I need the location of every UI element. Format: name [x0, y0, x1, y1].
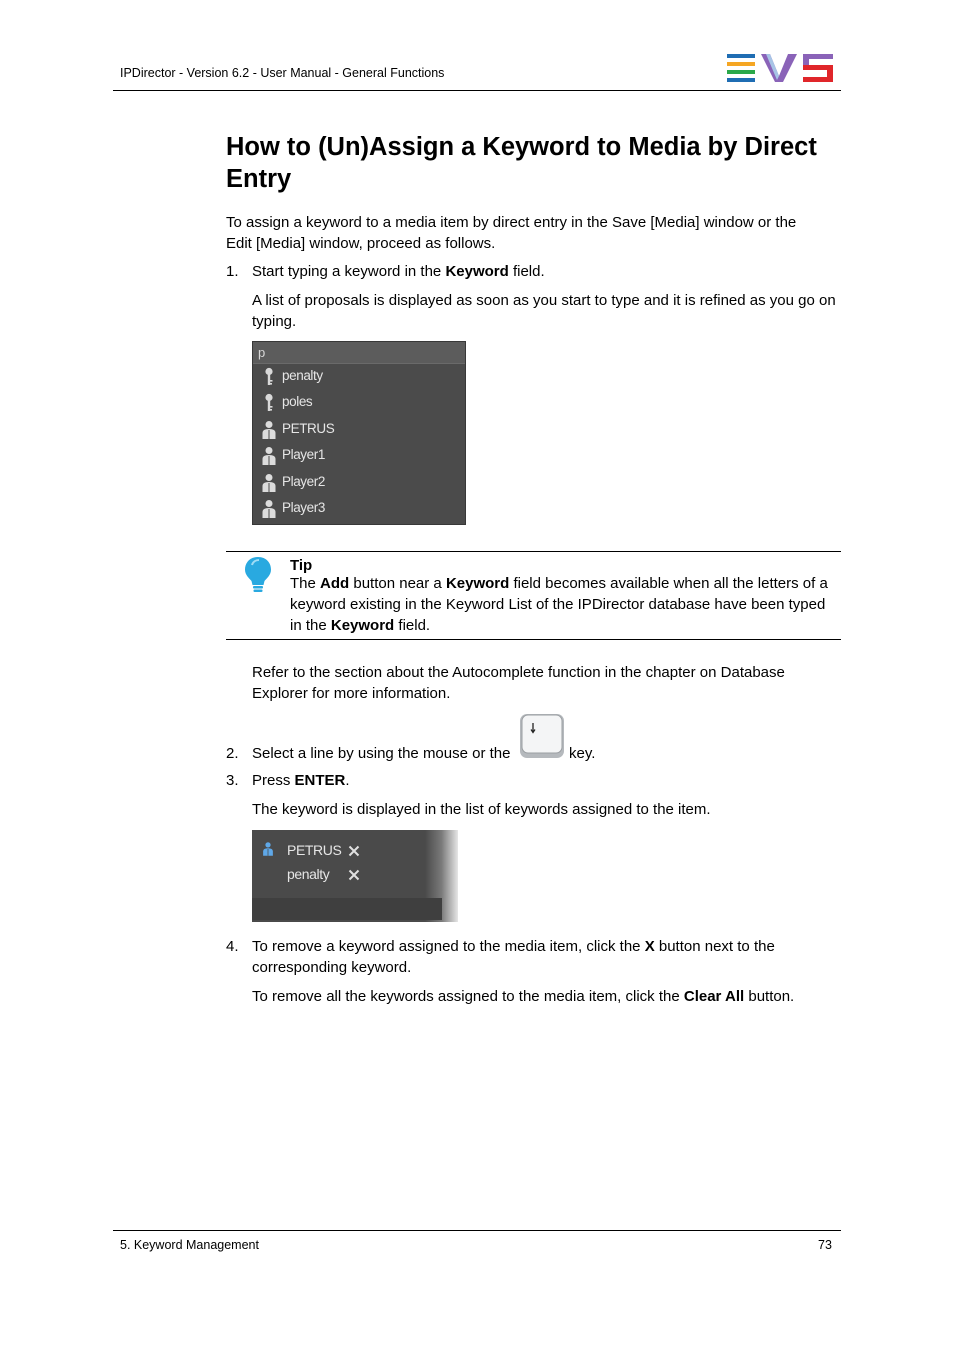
header-rule	[113, 90, 841, 91]
key-icon	[261, 367, 277, 387]
proposal-item[interactable]	[253, 496, 465, 522]
proposal-label: penalty	[282, 368, 323, 383]
person-icon	[261, 420, 277, 440]
step-4-note: To remove all the keywords assigned to the media item, click the Clear All button.	[252, 988, 795, 1005]
remove-keyword-x-icon[interactable]	[348, 845, 360, 857]
person-icon	[262, 840, 274, 858]
footer-rule	[113, 1230, 841, 1231]
step-3-number: 3.	[226, 772, 239, 789]
proposal-label: Player3	[282, 500, 325, 515]
proposal-label: Player2	[282, 474, 325, 489]
step-4-text: To remove a keyword assigned to the media item, click the X button next to the corresponding keyword.	[252, 938, 775, 976]
step-1-text: Start typing a keyword in the Keyword field.	[252, 263, 545, 280]
proposal-label: poles	[282, 394, 313, 409]
down-arrow-key-icon	[519, 713, 565, 759]
refer-paragraph: Refer to the section about the Autocomplete function in the chapter on Database Explorer for more information.	[252, 664, 785, 702]
step-1-number: 1.	[226, 263, 239, 280]
key-icon	[261, 393, 277, 413]
footer-section: 5. Keyword Management	[120, 1238, 259, 1252]
person-icon	[261, 499, 277, 519]
page-title: How to (Un)Assign a Keyword to Media by Direct Entry	[226, 133, 817, 193]
assigned-keyword-label: penalty	[287, 866, 330, 882]
proposal-item[interactable]	[253, 364, 465, 390]
lightbulb-icon	[243, 556, 273, 594]
panel-footer-band	[252, 898, 442, 920]
tip-label: Tip	[290, 557, 313, 574]
person-icon	[261, 446, 277, 466]
intro-paragraph: To assign a keyword to a media item by direct entry in the Save [Media] window or the Edit [Media] window, proceed as follows.	[226, 214, 797, 252]
tip-top-rule	[226, 551, 841, 552]
keyword-input[interactable]: p	[253, 342, 465, 364]
proposal-label: Player1	[282, 447, 325, 462]
step-2-number: 2.	[226, 745, 239, 762]
evs-logo	[727, 54, 833, 82]
proposal-item[interactable]	[253, 390, 465, 416]
person-icon	[261, 473, 277, 493]
step-2-text: Select a line by using the mouse or the	[252, 745, 511, 762]
proposal-item[interactable]	[253, 443, 465, 469]
proposal-label: PETRUS	[282, 421, 335, 436]
step-1-note: A list of proposals is displayed as soon as you start to type and it is refined as you go on typing.	[252, 292, 836, 330]
page-number: 73	[818, 1238, 832, 1252]
tip-bottom-rule	[226, 639, 841, 640]
step-4-number: 4.	[226, 938, 239, 955]
header-title: IPDirector - Version 6.2 - User Manual - General Functions	[120, 66, 445, 80]
step-3-note: The keyword is displayed in the list of keywords assigned to the item.	[252, 801, 711, 818]
proposal-item[interactable]	[253, 417, 465, 443]
step-3-text: Press ENTER.	[252, 772, 350, 789]
proposal-item[interactable]	[253, 470, 465, 496]
tip-text: The Add button near a Keyword field becomes available when all the letters of a keyword existing in the Keyword List of the IPDirector database have been typed in the Keyword field.	[290, 575, 828, 634]
step-2-text-end: key.	[569, 745, 596, 762]
assigned-keyword-label: PETRUS	[287, 842, 342, 858]
keyword-proposals-panel	[252, 341, 466, 525]
assigned-keywords-panel	[252, 830, 458, 922]
remove-keyword-x-icon[interactable]	[348, 869, 360, 881]
